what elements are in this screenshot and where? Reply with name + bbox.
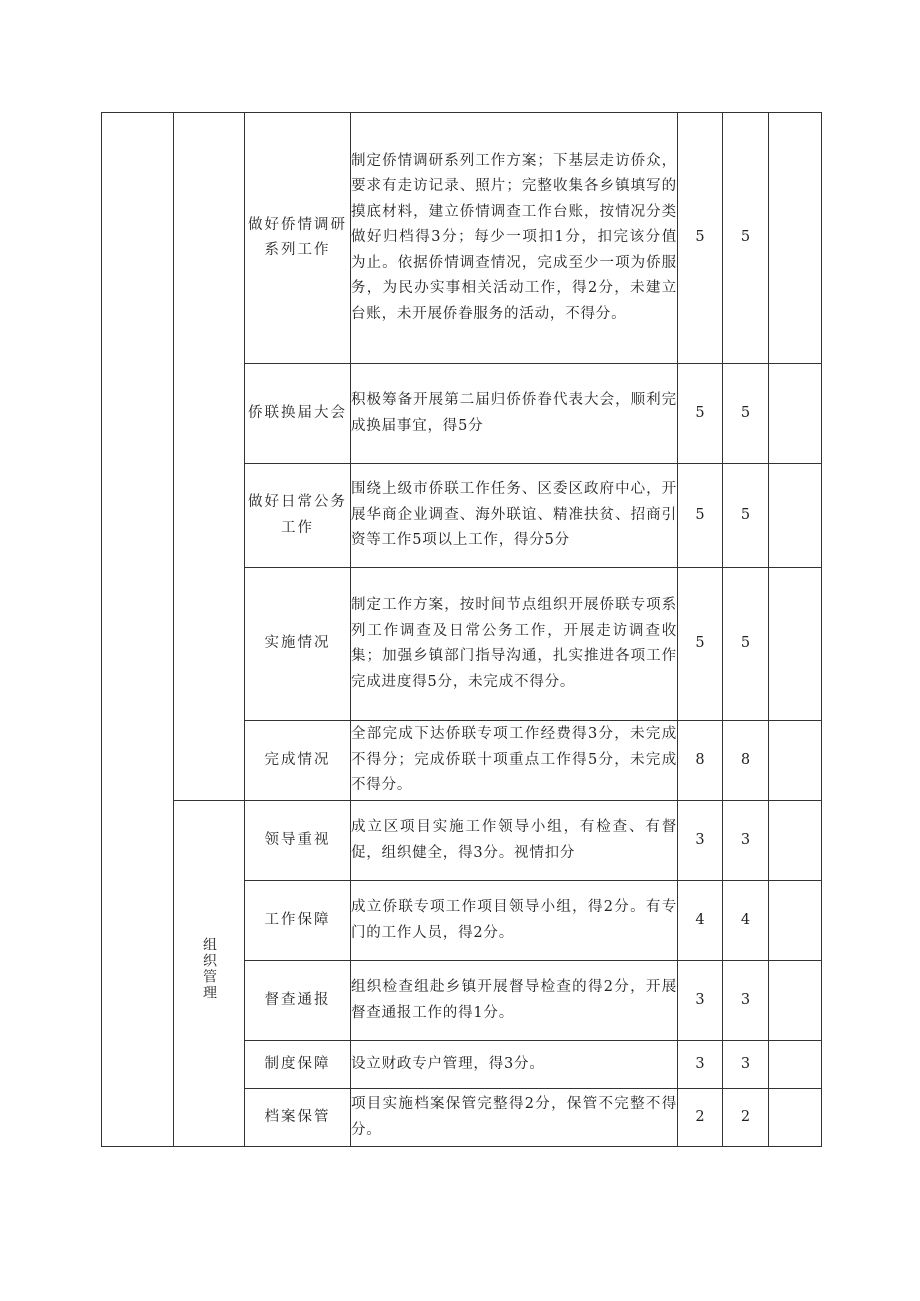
item-criteria: 组织检查组赴乡镇开展督导检查的得2分，开展督查通报工作的得1分。 (351, 961, 678, 1041)
item-remark (769, 464, 822, 568)
item-criteria: 围绕上级市侨联工作任务、区委区政府中心，开展华商企业调查、海外联谊、精准扶贫、招商引资等工作5项以上工作，得分5分 (351, 464, 678, 568)
item-remark (769, 1089, 822, 1147)
item-score: 2 (678, 1089, 723, 1147)
item-actual-score: 3 (723, 961, 769, 1041)
item-score: 3 (678, 801, 723, 881)
sub-category-cell (174, 113, 245, 801)
item-remark (769, 961, 822, 1041)
item-name: 档案保管 (245, 1089, 351, 1147)
item-score: 4 (678, 881, 723, 961)
item-actual-score: 4 (723, 881, 769, 961)
item-actual-score: 3 (723, 1041, 769, 1089)
category-cell-organization (174, 801, 245, 1147)
item-score: 3 (678, 961, 723, 1041)
item-score: 5 (678, 113, 723, 364)
item-remark (769, 364, 822, 464)
item-remark (769, 801, 822, 881)
item-criteria: 项目实施档案保管完整得2分，保管不完整不得分。 (351, 1089, 678, 1147)
table-row (102, 801, 822, 881)
item-criteria: 设立财政专户管理，得3分。 (351, 1041, 678, 1089)
item-actual-score: 3 (723, 801, 769, 881)
item-actual-score: 5 (723, 364, 769, 464)
item-remark (769, 881, 822, 961)
category-label: 组织管理 (201, 936, 217, 1001)
item-score: 3 (678, 1041, 723, 1089)
item-actual-score: 5 (723, 568, 769, 721)
item-name: 实施情况 (245, 568, 351, 721)
outer-category-cell (102, 113, 174, 1147)
item-actual-score: 5 (723, 464, 769, 568)
item-name: 领导重视 (245, 801, 351, 881)
item-score: 5 (678, 364, 723, 464)
item-name: 做好日常公务工作 (245, 464, 351, 568)
item-score: 5 (678, 568, 723, 721)
item-name: 侨联换届大会 (245, 364, 351, 464)
scoring-table (101, 112, 822, 1147)
item-remark (769, 1041, 822, 1089)
item-name: 工作保障 (245, 881, 351, 961)
item-actual-score: 8 (723, 721, 769, 801)
item-criteria: 成立区项目实施工作领导小组，有检查、有督促，组织健全，得3分。视情扣分 (351, 801, 678, 881)
item-criteria: 积极筹备开展第二届归侨侨眷代表大会，顺利完成换届事宜，得5分 (351, 364, 678, 464)
item-actual-score: 5 (723, 113, 769, 364)
item-remark (769, 113, 822, 364)
item-name: 制度保障 (245, 1041, 351, 1089)
item-criteria: 制定侨情调研系列工作方案；下基层走访侨众，要求有走访记录、照片；完整收集各乡镇填写的摸底材料，建立侨情调查工作台账，按情况分类做好归档得3分；每少一项扣1分，扣完该分值为止。依据侨情调查情况，完成至少一项为侨服务，为民办实事相关活动工作，得2分，未建立台账，未开展侨眷服务的活动，不得分。 (351, 113, 678, 364)
item-criteria: 全部完成下达侨联专项工作经费得3分，未完成不得分；完成侨联十项重点工作得5分，未完成不得分。 (351, 721, 678, 801)
item-criteria: 制定工作方案，按时间节点组织开展侨联专项系列工作调查及日常公务工作，开展走访调查收集；加强乡镇部门指导沟通，扎实推进各项工作完成进度得5分，未完成不得分。 (351, 568, 678, 721)
item-remark (769, 721, 822, 801)
item-score: 8 (678, 721, 723, 801)
item-actual-score: 2 (723, 1089, 769, 1147)
item-criteria: 成立侨联专项工作项目领导小组，得2分。有专门的工作人员，得2分。 (351, 881, 678, 961)
item-name: 做好侨情调研系列工作 (245, 113, 351, 364)
item-name: 完成情况 (245, 721, 351, 801)
item-remark (769, 568, 822, 721)
item-score: 5 (678, 464, 723, 568)
item-name: 督查通报 (245, 961, 351, 1041)
table-row (102, 113, 822, 364)
